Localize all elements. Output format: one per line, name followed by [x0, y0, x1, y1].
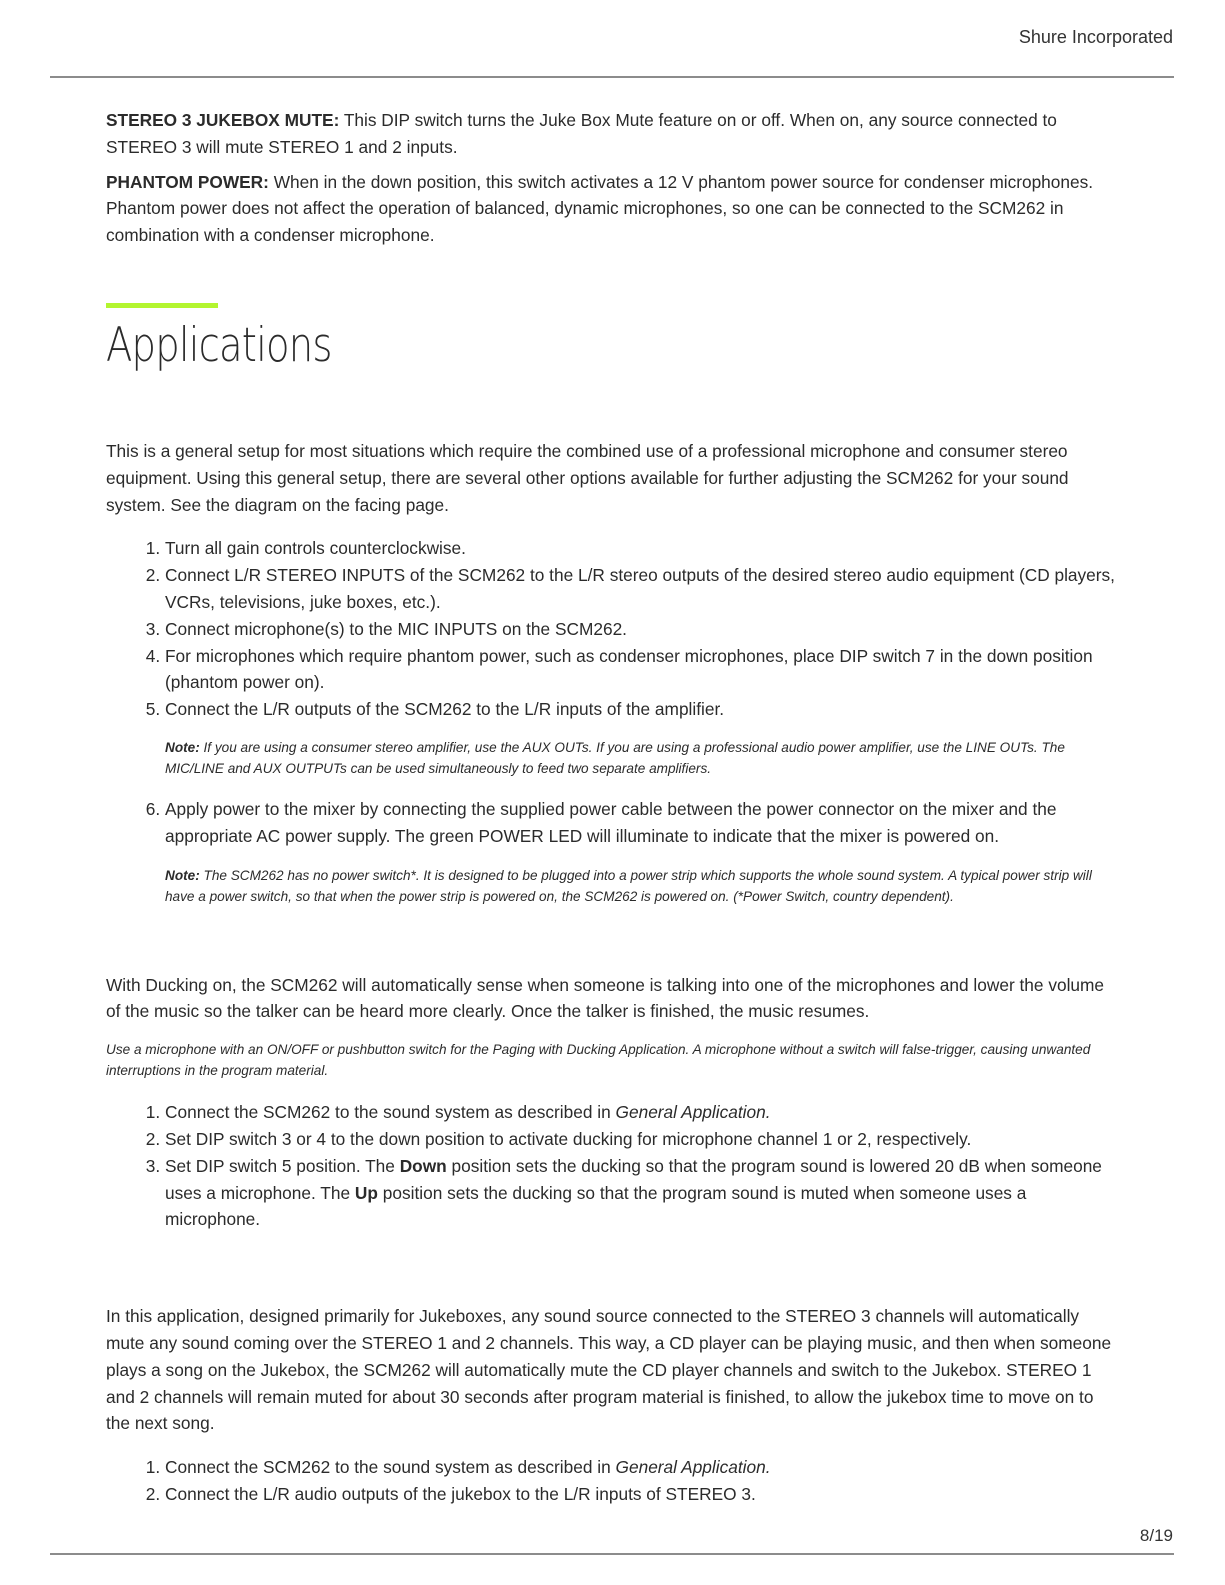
- page-number: 8/19: [1139, 1526, 1173, 1545]
- note-power-switch: [165, 865, 1122, 908]
- step-text: position sets the ducking so that the program sound is muted when someone uses a microphone.: [165, 1182, 1027, 1230]
- emphasis-up: Up: [354, 1182, 378, 1203]
- jukebox-mute-text: This DIP switch turns the Juke Box Mute feature on or off. When on, any source connected to STEREO 3 will mute STEREO 1 and 2 inputs.: [106, 110, 1057, 157]
- cross-reference: General Application.: [615, 1102, 771, 1123]
- phantom-power-label: PHANTOM POWER:: [106, 171, 269, 192]
- emphasis-down: Down: [399, 1155, 447, 1176]
- header-company-name: Shure Incorporated: [1018, 27, 1173, 47]
- ducking-intro: With Ducking on, the SCM262 will automatically sense when someone is talking into one of the microphones and lower the volume of the music so the talker can be heard more clearly. Once the talker is finished, the music resumes.: [106, 974, 1105, 1022]
- cross-reference: General Application.: [615, 1457, 771, 1478]
- general-steps-list: [106, 535, 1122, 723]
- phantom-power-text: When in the down position, this switch activates a 12 V phantom power source for condenser microphones. Phantom power does not affect the operation of balanced, dynamic microphones, so one can be connected to the SCM262 in combination with a condenser microphone.: [106, 171, 1094, 246]
- list-item: 6. Apply power to the mixer by connecting the supplied power cable between the power connector on the mixer and the appropriate AC power supply. The green POWER LED will illuminate to indicate that the mixer is powered on.: [165, 796, 1122, 850]
- list-item: [165, 1099, 1122, 1126]
- header-divider: [50, 76, 1174, 78]
- note-label: Note:: [165, 867, 200, 883]
- note-text: If you are using a consumer stereo amplifier, use the AUX OUTs. If you are using a professional audio power amplifier, use the LINE OUTs. The MIC/LINE and AUX OUTPUTs can be used simultaneously to feed two separate amplifiers.: [165, 739, 1065, 777]
- phantom-power-paragraph: [106, 169, 1122, 249]
- jukebox-mute-label: STEREO 3 JUKEBOX MUTE:: [106, 110, 340, 130]
- section-title: Applications: [106, 317, 332, 373]
- page-content: [106, 107, 1122, 1508]
- list-item: 5. Connect the L/R outputs of the SCM262 to the L/R inputs of the amplifier.: [165, 696, 1122, 723]
- list-item: [165, 1153, 1122, 1233]
- ducking-caution: Use a microphone with an ON/OFF or pushbutton switch for the Paging with Ducking Application. A microphone without a switch will false-trigger, causing unwanted interruptions in the program material.: [106, 1042, 1091, 1079]
- list-item: 4. For microphones which require phantom power, such as condenser microphones, place DIP switch 7 in the down position (phantom power on).: [165, 643, 1122, 697]
- ducking-steps-list: [106, 1099, 1122, 1233]
- section-accent-bar: [106, 303, 218, 308]
- step-text: Connect the SCM262 to the sound system as described in: [165, 1102, 616, 1123]
- note-text: The SCM262 has no power switch*. It is designed to be plugged into a power strip which supports the whole sound system. A typical power strip will have a power switch, so that when the power strip is powered on, the SCM262 is powered on. (*Power Switch, country dependent).: [165, 867, 1092, 905]
- list-item: 2. Connect L/R STEREO INPUTS of the SCM262 to the L/R stereo outputs of the desired stereo audio equipment (CD players, VCRs, televisions, juke boxes, etc.).: [165, 562, 1122, 616]
- list-item: 1. Turn all gain controls counterclockwise.: [165, 535, 1122, 562]
- jukebox-intro: In this application, designed primarily for Jukeboxes, any sound source connected to the STEREO 3 channels will automatically mute any sound coming over the STEREO 1 and 2 channels. This way, a CD player can be playing music, and then when someone plays a song on the Jukebox, the SCM262 will automatically mute the CD player channels and switch to the Jukebox. STEREO 1 and 2 channels will remain muted for about 30 seconds after program material is finished, to allow the jukebox time to move on to the next song.: [106, 1306, 1112, 1434]
- list-item: 2. Set DIP switch 3 or 4 to the down position to activate ducking for microphone channel 1 or 2, respectively.: [165, 1126, 1122, 1153]
- note-amplifier: [165, 737, 1122, 780]
- step-text: Connect the SCM262 to the sound system as described in: [165, 1457, 616, 1478]
- general-intro: This is a general setup for most situations which require the combined use of a professional microphone and consumer stereo equipment. Using this general setup, there are several other options available for further adjusting the SCM262 for your sound system. See the diagram on the facing page.: [106, 440, 1069, 515]
- jukebox-steps-list: [106, 1454, 1122, 1508]
- step-text: Set DIP switch 5 position. The: [165, 1155, 400, 1176]
- step-text: position sets the ducking so that the program sound is lowered 20 dB when someone uses a microphone. The: [165, 1155, 1102, 1203]
- footer-divider: [50, 1553, 1174, 1555]
- list-item: 3. Connect microphone(s) to the MIC INPUTS on the SCM262.: [165, 616, 1122, 643]
- list-item: 2. Connect the L/R audio outputs of the jukebox to the L/R inputs of STEREO 3.: [165, 1481, 1122, 1508]
- list-item: [165, 1454, 1122, 1481]
- note-label: Note:: [165, 739, 200, 755]
- general-steps-list-continued: [106, 796, 1122, 850]
- jukebox-mute-paragraph: [106, 107, 1122, 161]
